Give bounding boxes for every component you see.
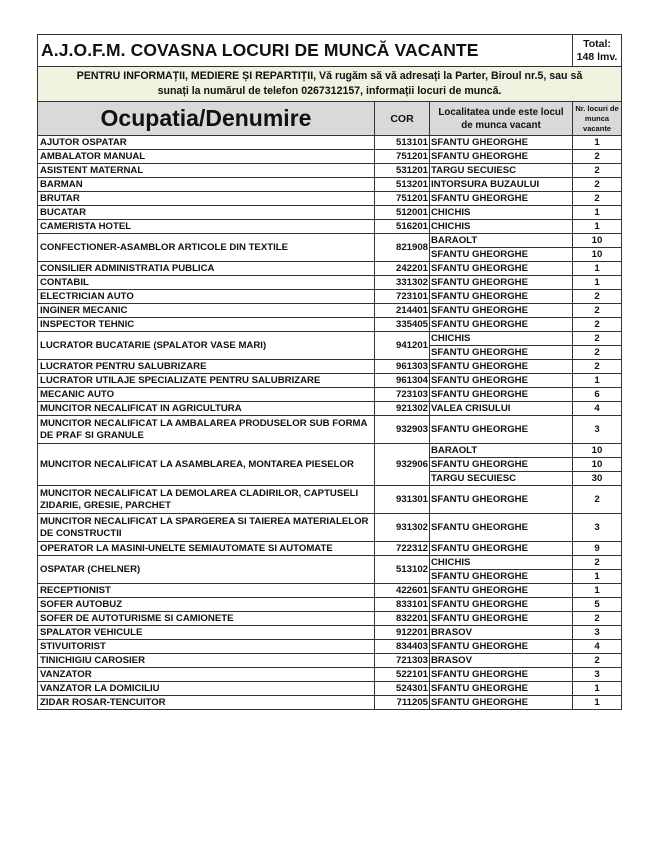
cell-nr-locuri: 2 — [573, 290, 622, 304]
cell-ocupatia: VANZATOR — [38, 668, 375, 682]
cell-ocupatia: CONFECTIONER-ASAMBLOR ARTICOLE DIN TEXTILE — [38, 234, 375, 262]
cell-localitate: SFANTU GHEORGHE — [430, 318, 573, 332]
cell-nr-locuri: 3 — [573, 626, 622, 640]
cell-cor: 512001 — [375, 206, 430, 220]
cell-ocupatia: INSPECTOR TEHNIC — [38, 318, 375, 332]
cell-localitate: SFANTU GHEORGHE — [430, 696, 573, 710]
cell-localitate: BRASOV — [430, 626, 573, 640]
cell-localitate: CHICHIS — [430, 206, 573, 220]
cell-cor: 335405 — [375, 318, 430, 332]
vacancies-table — [37, 34, 622, 710]
cell-nr-locuri: 2 — [573, 178, 622, 192]
table-row — [38, 598, 622, 612]
cell-nr-locuri: 2 — [573, 556, 622, 570]
cell-ocupatia: MUNCITOR NECALIFICAT LA SPARGEREA SI TAIEREA MATERIALELOR DE CONSTRUCTII — [38, 514, 375, 542]
cell-cor: 921302 — [375, 402, 430, 416]
cell-localitate: SFANTU GHEORGHE — [430, 570, 573, 584]
cell-ocupatia: MECANIC AUTO — [38, 388, 375, 402]
cell-cor: 513102 — [375, 556, 430, 584]
table-row — [38, 668, 622, 682]
cell-localitate: SFANTU GHEORGHE — [430, 346, 573, 360]
cell-nr-locuri: 2 — [573, 304, 622, 318]
cell-ocupatia: BARMAN — [38, 178, 375, 192]
cell-nr-locuri: 10 — [573, 444, 622, 458]
cell-ocupatia: VANZATOR LA DOMICILIU — [38, 682, 375, 696]
cell-ocupatia: BRUTAR — [38, 192, 375, 206]
cell-ocupatia: ELECTRICIAN AUTO — [38, 290, 375, 304]
cell-ocupatia: ASISTENT MATERNAL — [38, 164, 375, 178]
cell-nr-locuri: 3 — [573, 416, 622, 444]
column-header-cor: COR — [375, 102, 430, 136]
table-row — [38, 276, 622, 290]
cell-cor: 242201 — [375, 262, 430, 276]
cell-nr-locuri: 2 — [573, 346, 622, 360]
total-label: Total: — [583, 37, 611, 50]
cell-localitate: SFANTU GHEORGHE — [430, 668, 573, 682]
cell-localitate: SFANTU GHEORGHE — [430, 248, 573, 262]
total-badge — [573, 35, 622, 67]
cell-nr-locuri: 2 — [573, 612, 622, 626]
page-title: A.J.O.F.M. COVASNA LOCURI DE MUNCĂ VACANTE — [38, 35, 573, 67]
cell-ocupatia: OPERATOR LA MASINI-UNELTE SEMIAUTOMATE SI AUTOMATE — [38, 542, 375, 556]
cell-cor: 723101 — [375, 290, 430, 304]
cell-nr-locuri: 30 — [573, 472, 622, 486]
table-row — [38, 304, 622, 318]
cell-localitate: INTORSURA BUZAULUI — [430, 178, 573, 192]
table-row — [38, 374, 622, 388]
column-header-localitate: Localitatea unde este locul de munca vacant — [430, 102, 573, 136]
cell-nr-locuri: 2 — [573, 654, 622, 668]
cell-localitate: TARGU SECUIESC — [430, 164, 573, 178]
cell-cor: 751201 — [375, 192, 430, 206]
cell-ocupatia: LUCRATOR PENTRU SALUBRIZARE — [38, 360, 375, 374]
cell-cor: 961303 — [375, 360, 430, 374]
cell-localitate: SFANTU GHEORGHE — [430, 360, 573, 374]
title-row — [38, 35, 622, 67]
cell-ocupatia: AJUTOR OSPATAR — [38, 136, 375, 150]
cell-localitate: SFANTU GHEORGHE — [430, 276, 573, 290]
cell-localitate: SFANTU GHEORGHE — [430, 458, 573, 472]
cell-cor: 513101 — [375, 136, 430, 150]
cell-nr-locuri: 4 — [573, 640, 622, 654]
table-row — [38, 234, 622, 248]
cell-localitate: CHICHIS — [430, 332, 573, 346]
cell-cor: 513201 — [375, 178, 430, 192]
cell-localitate: SFANTU GHEORGHE — [430, 584, 573, 598]
cell-cor: 834403 — [375, 640, 430, 654]
table-row — [38, 220, 622, 234]
cell-localitate: SFANTU GHEORGHE — [430, 262, 573, 276]
table-row — [38, 626, 622, 640]
cell-cor: 721303 — [375, 654, 430, 668]
cell-ocupatia: MUNCITOR NECALIFICAT LA AMBALAREA PRODUSELOR SUB FORMA DE PRAF SI GRANULE — [38, 416, 375, 444]
cell-ocupatia: CONTABIL — [38, 276, 375, 290]
cell-nr-locuri: 4 — [573, 402, 622, 416]
cell-nr-locuri: 10 — [573, 458, 622, 472]
column-header-nr: Nr. locuri de munca vacante — [573, 102, 622, 136]
cell-localitate: CHICHIS — [430, 220, 573, 234]
column-header-row — [38, 102, 622, 136]
cell-nr-locuri: 1 — [573, 682, 622, 696]
cell-cor: 522101 — [375, 668, 430, 682]
table-row — [38, 542, 622, 556]
table-row — [38, 136, 622, 150]
table-row — [38, 682, 622, 696]
table-row — [38, 360, 622, 374]
cell-cor: 214401 — [375, 304, 430, 318]
cell-ocupatia: STIVUITORIST — [38, 640, 375, 654]
cell-nr-locuri: 2 — [573, 150, 622, 164]
table-row — [38, 192, 622, 206]
cell-ocupatia: MUNCITOR NECALIFICAT LA ASAMBLAREA, MONTAREA PIESELOR — [38, 444, 375, 486]
cell-localitate: SFANTU GHEORGHE — [430, 192, 573, 206]
cell-nr-locuri: 1 — [573, 276, 622, 290]
cell-nr-locuri: 1 — [573, 136, 622, 150]
cell-nr-locuri: 10 — [573, 248, 622, 262]
cell-ocupatia: MUNCITOR NECALIFICAT IN AGRICULTURA — [38, 402, 375, 416]
cell-ocupatia: LUCRATOR UTILAJE SPECIALIZATE PENTRU SALUBRIZARE — [38, 374, 375, 388]
cell-cor: 516201 — [375, 220, 430, 234]
table-row — [38, 416, 622, 444]
table-row — [38, 164, 622, 178]
cell-nr-locuri: 3 — [573, 514, 622, 542]
cell-ocupatia: OSPATAR (CHELNER) — [38, 556, 375, 584]
cell-ocupatia: INGINER MECANIC — [38, 304, 375, 318]
cell-cor: 912201 — [375, 626, 430, 640]
cell-cor: 832201 — [375, 612, 430, 626]
cell-cor: 931302 — [375, 514, 430, 542]
cell-localitate: SFANTU GHEORGHE — [430, 136, 573, 150]
cell-nr-locuri: 5 — [573, 598, 622, 612]
info-banner — [38, 67, 622, 102]
total-value: 148 lmv. — [576, 50, 618, 63]
cell-localitate: SFANTU GHEORGHE — [430, 304, 573, 318]
cell-cor: 941201 — [375, 332, 430, 360]
cell-nr-locuri: 10 — [573, 234, 622, 248]
cell-localitate: SFANTU GHEORGHE — [430, 682, 573, 696]
cell-ocupatia: CONSILIER ADMINISTRATIA PUBLICA — [38, 262, 375, 276]
cell-localitate: SFANTU GHEORGHE — [430, 374, 573, 388]
cell-ocupatia: SPALATOR VEHICULE — [38, 626, 375, 640]
cell-nr-locuri: 6 — [573, 388, 622, 402]
table-row — [38, 486, 622, 514]
cell-localitate: SFANTU GHEORGHE — [430, 598, 573, 612]
cell-localitate: CHICHIS — [430, 556, 573, 570]
cell-ocupatia: SOFER DE AUTOTURISME SI CAMIONETE — [38, 612, 375, 626]
cell-localitate: BARAOLT — [430, 234, 573, 248]
cell-localitate: BRASOV — [430, 654, 573, 668]
column-header-ocupatia: Ocupatia/Denumire — [38, 102, 375, 136]
cell-localitate: SFANTU GHEORGHE — [430, 486, 573, 514]
table-row — [38, 206, 622, 220]
cell-cor: 961304 — [375, 374, 430, 388]
cell-nr-locuri: 2 — [573, 332, 622, 346]
cell-localitate: SFANTU GHEORGHE — [430, 290, 573, 304]
table-row — [38, 290, 622, 304]
cell-cor: 531201 — [375, 164, 430, 178]
cell-ocupatia: LUCRATOR BUCATARIE (SPALATOR VASE MARI) — [38, 332, 375, 360]
table-row — [38, 318, 622, 332]
cell-cor: 932906 — [375, 444, 430, 486]
cell-nr-locuri: 1 — [573, 374, 622, 388]
cell-nr-locuri: 1 — [573, 206, 622, 220]
cell-localitate: SFANTU GHEORGHE — [430, 542, 573, 556]
cell-nr-locuri: 2 — [573, 360, 622, 374]
cell-nr-locuri: 1 — [573, 262, 622, 276]
cell-nr-locuri: 1 — [573, 220, 622, 234]
cell-ocupatia: SOFER AUTOBUZ — [38, 598, 375, 612]
cell-cor: 821908 — [375, 234, 430, 262]
cell-nr-locuri: 2 — [573, 164, 622, 178]
cell-nr-locuri: 1 — [573, 584, 622, 598]
cell-ocupatia: RECEPTIONIST — [38, 584, 375, 598]
cell-cor: 711205 — [375, 696, 430, 710]
table-row — [38, 584, 622, 598]
table-row — [38, 444, 622, 458]
cell-ocupatia: AMBALATOR MANUAL — [38, 150, 375, 164]
cell-cor: 751201 — [375, 150, 430, 164]
cell-nr-locuri: 9 — [573, 542, 622, 556]
info-line-2: sunați la numărul de telefon 0267312157, informații locuri de muncă. — [157, 85, 502, 97]
cell-localitate: SFANTU GHEORGHE — [430, 514, 573, 542]
cell-cor: 932903 — [375, 416, 430, 444]
cell-cor: 833101 — [375, 598, 430, 612]
table-row — [38, 696, 622, 710]
cell-nr-locuri: 1 — [573, 570, 622, 584]
cell-ocupatia: TINICHIGIU CAROSIER — [38, 654, 375, 668]
cell-ocupatia: MUNCITOR NECALIFICAT LA DEMOLAREA CLADIRILOR, CAPTUSELI ZIDARIE, GRESIE, PARCHET — [38, 486, 375, 514]
cell-localitate: SFANTU GHEORGHE — [430, 612, 573, 626]
cell-nr-locuri: 1 — [573, 696, 622, 710]
info-line-1: PENTRU INFORMAȚII, MEDIERE ȘI REPARTIȚII, Vă rugăm să vă adresați la Parter, Biroul nr.5, sau să — [76, 70, 583, 82]
cell-localitate: BARAOLT — [430, 444, 573, 458]
table-row — [38, 640, 622, 654]
table-row — [38, 332, 622, 346]
vacancies-sheet — [37, 34, 621, 710]
table-row — [38, 556, 622, 570]
info-row — [38, 67, 622, 102]
cell-nr-locuri: 2 — [573, 486, 622, 514]
cell-localitate: TARGU SECUIESC — [430, 472, 573, 486]
cell-localitate: SFANTU GHEORGHE — [430, 150, 573, 164]
table-row — [38, 612, 622, 626]
cell-cor: 524301 — [375, 682, 430, 696]
cell-nr-locuri: 2 — [573, 318, 622, 332]
cell-ocupatia: BUCATAR — [38, 206, 375, 220]
cell-nr-locuri: 3 — [573, 668, 622, 682]
table-row — [38, 178, 622, 192]
table-row — [38, 262, 622, 276]
cell-localitate: SFANTU GHEORGHE — [430, 640, 573, 654]
cell-cor: 723103 — [375, 388, 430, 402]
cell-cor: 422601 — [375, 584, 430, 598]
cell-ocupatia: CAMERISTA HOTEL — [38, 220, 375, 234]
cell-cor: 931301 — [375, 486, 430, 514]
table-row — [38, 150, 622, 164]
cell-cor: 331302 — [375, 276, 430, 290]
cell-nr-locuri: 2 — [573, 192, 622, 206]
cell-localitate: SFANTU GHEORGHE — [430, 388, 573, 402]
table-row — [38, 514, 622, 542]
cell-cor: 722312 — [375, 542, 430, 556]
table-row — [38, 402, 622, 416]
cell-localitate: VALEA CRISULUI — [430, 402, 573, 416]
cell-localitate: SFANTU GHEORGHE — [430, 416, 573, 444]
cell-ocupatia: ZIDAR ROSAR-TENCUITOR — [38, 696, 375, 710]
table-row — [38, 388, 622, 402]
table-row — [38, 654, 622, 668]
